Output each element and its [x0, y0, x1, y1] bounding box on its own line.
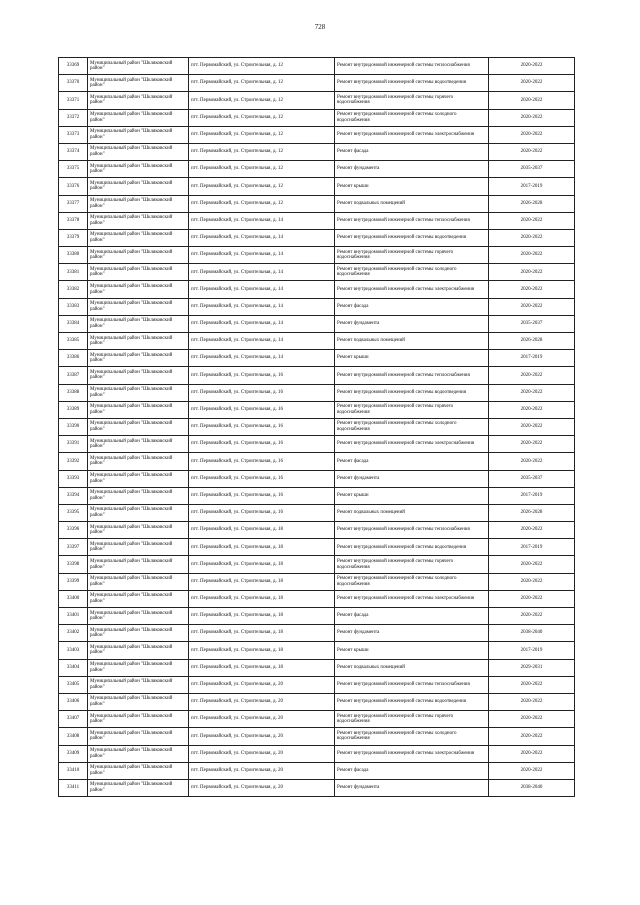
period-cell: 2020-2022 [489, 590, 575, 607]
work-type-cell: Ремонт внутридомовой инженерной системы электроснабжения [335, 126, 489, 143]
work-type-cell: Ремонт внутридомовой инженерной системы горячего водоснабжения [335, 92, 489, 109]
table-row [59, 350, 575, 367]
row-number-cell: 33390 [59, 418, 88, 435]
table-row [59, 178, 575, 195]
address-cell: пгт. Первомайский, ул. Строительная, д. 12 [189, 195, 335, 212]
table-row [59, 229, 575, 246]
table-row [59, 75, 575, 92]
table-row [59, 195, 575, 212]
period-cell: 2029-2031 [489, 659, 575, 676]
address-cell: пгт. Первомайский, ул. Строительная, д. 14 [189, 264, 335, 281]
work-type-cell: Ремонт внутридомовой инженерной системы теплоснабжения [335, 676, 489, 693]
work-type-cell: Ремонт внутридомовой инженерной системы электроснабжения [335, 436, 489, 453]
municipality-cell: Муниципальный район "Шкляковский район" [88, 229, 189, 246]
address-cell: пгт. Первомайский, ул. Строительная, д. 14 [189, 212, 335, 229]
period-cell: 2020-2022 [489, 418, 575, 435]
work-type-cell: Ремонт крыши [335, 487, 489, 504]
row-number-cell: 33380 [59, 247, 88, 264]
municipality-cell: Муниципальный район "Шкляковский район" [88, 281, 189, 298]
work-type-cell: Ремонт фундамента [335, 315, 489, 332]
address-cell: пгт. Первомайский, ул. Строительная, д. 18 [189, 556, 335, 573]
address-cell: пгт. Первомайский, ул. Строительная, д. 12 [189, 75, 335, 92]
address-cell: пгт. Первомайский, ул. Строительная, д. 14 [189, 298, 335, 315]
table-row [59, 247, 575, 264]
row-number-cell: 33400 [59, 590, 88, 607]
work-type-cell: Ремонт подвальных помещений [335, 659, 489, 676]
table-row [59, 728, 575, 745]
work-type-cell: Ремонт подвальных помещений [335, 333, 489, 350]
row-number-cell: 33389 [59, 401, 88, 418]
address-cell: пгт. Первомайский, ул. Строительная, д. 16 [189, 436, 335, 453]
address-cell: пгт. Первомайский, ул. Строительная, д. 12 [189, 109, 335, 126]
municipality-cell: Муниципальный район "Шкляковский район" [88, 728, 189, 745]
period-cell: 2020-2022 [489, 401, 575, 418]
table-row [59, 625, 575, 642]
table-row [59, 556, 575, 573]
work-type-cell: Ремонт фасада [335, 608, 489, 625]
period-cell: 2020-2022 [489, 126, 575, 143]
period-cell: 2020-2022 [489, 608, 575, 625]
address-cell: пгт. Первомайский, ул. Строительная, д. 14 [189, 315, 335, 332]
work-type-cell: Ремонт внутридомовой инженерной системы теплоснабжения [335, 367, 489, 384]
row-number-cell: 33371 [59, 92, 88, 109]
address-cell: пгт. Первомайский, ул. Строительная, д. 20 [189, 762, 335, 779]
address-cell: пгт. Первомайский, ул. Строительная, д. 16 [189, 401, 335, 418]
table-row [59, 418, 575, 435]
period-cell: 2020-2022 [489, 384, 575, 401]
municipality-cell: Муниципальный район "Шкляковский район" [88, 143, 189, 160]
table-row [59, 522, 575, 539]
period-cell: 2020-2022 [489, 745, 575, 762]
table-row [59, 298, 575, 315]
municipality-cell: Муниципальный район "Шкляковский район" [88, 264, 189, 281]
address-cell: пгт. Первомайский, ул. Строительная, д. 14 [189, 281, 335, 298]
work-type-cell: Ремонт внутридомовой инженерной системы холодного водоснабжения [335, 418, 489, 435]
municipality-cell: Муниципальный район "Шкляковский район" [88, 642, 189, 659]
municipality-cell: Муниципальный район "Шкляковский район" [88, 126, 189, 143]
work-type-cell: Ремонт внутридомовой инженерной системы холодного водоснабжения [335, 728, 489, 745]
table-row [59, 762, 575, 779]
address-cell: пгт. Первомайский, ул. Строительная, д. 12 [189, 161, 335, 178]
row-number-cell: 33382 [59, 281, 88, 298]
period-cell: 2020-2022 [489, 367, 575, 384]
municipality-cell: Муниципальный район "Шкляковский район" [88, 659, 189, 676]
row-number-cell: 33410 [59, 762, 88, 779]
row-number-cell: 33372 [59, 109, 88, 126]
municipality-cell: Муниципальный район "Шкляковский район" [88, 470, 189, 487]
row-number-cell: 33379 [59, 229, 88, 246]
row-number-cell: 33375 [59, 161, 88, 178]
table-row [59, 401, 575, 418]
address-cell: пгт. Первомайский, ул. Строительная, д. 16 [189, 487, 335, 504]
row-number-cell: 33407 [59, 711, 88, 728]
period-cell: 2017-2019 [489, 350, 575, 367]
table-row [59, 58, 575, 75]
period-cell: 2017-2019 [489, 539, 575, 556]
table-row [59, 109, 575, 126]
table-row [59, 453, 575, 470]
address-cell: пгт. Первомайский, ул. Строительная, д. 12 [189, 143, 335, 160]
table-row [59, 693, 575, 710]
address-cell: пгт. Первомайский, ул. Строительная, д. 20 [189, 745, 335, 762]
work-type-cell: Ремонт внутридомовой инженерной системы электроснабжения [335, 745, 489, 762]
work-type-cell: Ремонт фасада [335, 762, 489, 779]
address-cell: пгт. Первомайский, ул. Строительная, д. 18 [189, 522, 335, 539]
municipality-cell: Муниципальный район "Шкляковский район" [88, 75, 189, 92]
table-row [59, 779, 575, 796]
period-cell: 2020-2022 [489, 264, 575, 281]
period-cell: 2038-2040 [489, 779, 575, 796]
address-cell: пгт. Первомайский, ул. Строительная, д. 18 [189, 608, 335, 625]
table-row [59, 161, 575, 178]
municipality-cell: Муниципальный район "Шкляковский район" [88, 178, 189, 195]
address-cell: пгт. Первомайский, ул. Строительная, д. 18 [189, 590, 335, 607]
address-cell: пгт. Первомайский, ул. Строительная, д. 20 [189, 728, 335, 745]
row-number-cell: 33387 [59, 367, 88, 384]
row-number-cell: 33411 [59, 779, 88, 796]
table-row [59, 333, 575, 350]
row-number-cell: 33409 [59, 745, 88, 762]
row-number-cell: 33377 [59, 195, 88, 212]
work-type-cell: Ремонт фундамента [335, 779, 489, 796]
table-row [59, 143, 575, 160]
period-cell: 2020-2022 [489, 676, 575, 693]
table-row [59, 367, 575, 384]
work-type-cell: Ремонт фундамента [335, 470, 489, 487]
work-type-cell: Ремонт крыши [335, 642, 489, 659]
address-cell: пгт. Первомайский, ул. Строительная, д. 20 [189, 711, 335, 728]
table-row [59, 711, 575, 728]
table-row [59, 126, 575, 143]
row-number-cell: 33408 [59, 728, 88, 745]
address-cell: пгт. Первомайский, ул. Строительная, д. 14 [189, 229, 335, 246]
registry-table [58, 57, 575, 797]
municipality-cell: Муниципальный район "Шкляковский район" [88, 298, 189, 315]
period-cell: 2017-2019 [489, 178, 575, 195]
work-type-cell: Ремонт внутридомовой инженерной системы горячего водоснабжения [335, 247, 489, 264]
table-row [59, 504, 575, 521]
table-row [59, 436, 575, 453]
period-cell: 2020-2022 [489, 522, 575, 539]
period-cell: 2020-2022 [489, 75, 575, 92]
row-number-cell: 33391 [59, 436, 88, 453]
period-cell: 2020-2022 [489, 711, 575, 728]
row-number-cell: 33388 [59, 384, 88, 401]
work-type-cell: Ремонт крыши [335, 350, 489, 367]
address-cell: пгт. Первомайский, ул. Строительная, д. 18 [189, 625, 335, 642]
work-type-cell: Ремонт внутридомовой инженерной системы водоотведения [335, 539, 489, 556]
row-number-cell: 33383 [59, 298, 88, 315]
table-row [59, 281, 575, 298]
row-number-cell: 33397 [59, 539, 88, 556]
address-cell: пгт. Первомайский, ул. Строительная, д. 16 [189, 470, 335, 487]
period-cell: 2020-2022 [489, 92, 575, 109]
work-type-cell: Ремонт внутридомовой инженерной системы холодного водоснабжения [335, 109, 489, 126]
work-type-cell: Ремонт внутридомовой инженерной системы горячего водоснабжения [335, 556, 489, 573]
work-type-cell: Ремонт внутридомовой инженерной системы электроснабжения [335, 590, 489, 607]
work-type-cell: Ремонт внутридомовой инженерной системы водоотведения [335, 75, 489, 92]
row-number-cell: 33385 [59, 333, 88, 350]
work-type-cell: Ремонт крыши [335, 178, 489, 195]
municipality-cell: Муниципальный район "Шкляковский район" [88, 504, 189, 521]
municipality-cell: Муниципальный район "Шкляковский район" [88, 315, 189, 332]
period-cell: 2020-2022 [489, 212, 575, 229]
municipality-cell: Муниципальный район "Шкляковский район" [88, 58, 189, 75]
row-number-cell: 33401 [59, 608, 88, 625]
municipality-cell: Муниципальный район "Шкляковский район" [88, 745, 189, 762]
table-row [59, 590, 575, 607]
period-cell: 2020-2022 [489, 143, 575, 160]
table-row [59, 659, 575, 676]
row-number-cell: 33386 [59, 350, 88, 367]
municipality-cell: Муниципальный район "Шкляковский район" [88, 92, 189, 109]
address-cell: пгт. Первомайский, ул. Строительная, д. 18 [189, 573, 335, 590]
period-cell: 2020-2022 [489, 453, 575, 470]
municipality-cell: Муниципальный район "Шкляковский район" [88, 625, 189, 642]
table-row [59, 92, 575, 109]
table-row [59, 745, 575, 762]
address-cell: пгт. Первомайский, ул. Строительная, д. 18 [189, 642, 335, 659]
address-cell: пгт. Первомайский, ул. Строительная, д. 16 [189, 384, 335, 401]
row-number-cell: 33378 [59, 212, 88, 229]
table-row [59, 573, 575, 590]
registry-table-body [59, 58, 575, 797]
table-row [59, 676, 575, 693]
work-type-cell: Ремонт внутридомовой инженерной системы холодного водоснабжения [335, 264, 489, 281]
municipality-cell: Муниципальный район "Шкляковский район" [88, 693, 189, 710]
period-cell: 2017-2019 [489, 487, 575, 504]
municipality-cell: Муниципальный район "Шкляковский район" [88, 195, 189, 212]
period-cell: 2020-2022 [489, 109, 575, 126]
row-number-cell: 33402 [59, 625, 88, 642]
row-number-cell: 33370 [59, 75, 88, 92]
row-number-cell: 33373 [59, 126, 88, 143]
work-type-cell: Ремонт подвальных помещений [335, 504, 489, 521]
page-number: 728 [314, 23, 326, 31]
municipality-cell: Муниципальный район "Шкляковский район" [88, 711, 189, 728]
row-number-cell: 33381 [59, 264, 88, 281]
address-cell: пгт. Первомайский, ул. Строительная, д. 14 [189, 333, 335, 350]
row-number-cell: 33404 [59, 659, 88, 676]
period-cell: 2020-2022 [489, 693, 575, 710]
municipality-cell: Муниципальный район "Шкляковский район" [88, 109, 189, 126]
row-number-cell: 33399 [59, 573, 88, 590]
row-number-cell: 33369 [59, 58, 88, 75]
table-row [59, 212, 575, 229]
row-number-cell: 33393 [59, 470, 88, 487]
municipality-cell: Муниципальный район "Шкляковский район" [88, 401, 189, 418]
period-cell: 2038-2040 [489, 625, 575, 642]
row-number-cell: 33376 [59, 178, 88, 195]
municipality-cell: Муниципальный район "Шкляковский район" [88, 762, 189, 779]
work-type-cell: Ремонт фундамента [335, 625, 489, 642]
period-cell: 2020-2022 [489, 762, 575, 779]
work-type-cell: Ремонт внутридомовой инженерной системы водоотведения [335, 693, 489, 710]
row-number-cell: 33405 [59, 676, 88, 693]
period-cell: 2020-2022 [489, 573, 575, 590]
work-type-cell: Ремонт внутридомовой инженерной системы теплоснабжения [335, 522, 489, 539]
municipality-cell: Муниципальный район "Шкляковский район" [88, 573, 189, 590]
municipality-cell: Муниципальный район "Шкляковский район" [88, 590, 189, 607]
work-type-cell: Ремонт внутридомовой инженерной системы электроснабжения [335, 281, 489, 298]
address-cell: пгт. Первомайский, ул. Строительная, д. 20 [189, 779, 335, 796]
work-type-cell: Ремонт внутридомовой инженерной системы теплоснабжения [335, 212, 489, 229]
row-number-cell: 33395 [59, 504, 88, 521]
municipality-cell: Муниципальный район "Шкляковский район" [88, 367, 189, 384]
period-cell: 2035-2037 [489, 161, 575, 178]
municipality-cell: Муниципальный район "Шкляковский район" [88, 436, 189, 453]
address-cell: пгт. Первомайский, ул. Строительная, д. 18 [189, 659, 335, 676]
row-number-cell: 33392 [59, 453, 88, 470]
municipality-cell: Муниципальный район "Шкляковский район" [88, 608, 189, 625]
work-type-cell: Ремонт подвальных помещений [335, 195, 489, 212]
period-cell: 2026-2028 [489, 195, 575, 212]
table-row [59, 642, 575, 659]
period-cell: 2035-2037 [489, 315, 575, 332]
period-cell: 2017-2019 [489, 642, 575, 659]
municipality-cell: Муниципальный район "Шкляковский район" [88, 779, 189, 796]
work-type-cell: Ремонт фундамента [335, 161, 489, 178]
municipality-cell: Муниципальный район "Шкляковский район" [88, 333, 189, 350]
period-cell: 2020-2022 [489, 281, 575, 298]
table-row [59, 487, 575, 504]
address-cell: пгт. Первомайский, ул. Строительная, д. 16 [189, 453, 335, 470]
table-row [59, 608, 575, 625]
work-type-cell: Ремонт фасада [335, 143, 489, 160]
period-cell: 2035-2037 [489, 470, 575, 487]
address-cell: пгт. Первомайский, ул. Строительная, д. 12 [189, 92, 335, 109]
period-cell: 2020-2022 [489, 58, 575, 75]
row-number-cell: 33384 [59, 315, 88, 332]
period-cell: 2020-2022 [489, 728, 575, 745]
municipality-cell: Муниципальный район "Шкляковский район" [88, 453, 189, 470]
work-type-cell: Ремонт фасада [335, 453, 489, 470]
work-type-cell: Ремонт внутридомовой инженерной системы теплоснабжения [335, 58, 489, 75]
municipality-cell: Муниципальный район "Шкляковский район" [88, 212, 189, 229]
row-number-cell: 33403 [59, 642, 88, 659]
table-row [59, 264, 575, 281]
municipality-cell: Муниципальный район "Шкляковский район" [88, 522, 189, 539]
address-cell: пгт. Первомайский, ул. Строительная, д. 16 [189, 367, 335, 384]
work-type-cell: Ремонт фасада [335, 298, 489, 315]
table-row [59, 470, 575, 487]
address-cell: пгт. Первомайский, ул. Строительная, д. 16 [189, 504, 335, 521]
row-number-cell: 33406 [59, 693, 88, 710]
period-cell: 2026-2028 [489, 333, 575, 350]
work-type-cell: Ремонт внутридомовой инженерной системы водоотведения [335, 229, 489, 246]
municipality-cell: Муниципальный район "Шкляковский район" [88, 556, 189, 573]
period-cell: 2020-2022 [489, 556, 575, 573]
table-row [59, 384, 575, 401]
municipality-cell: Муниципальный район "Шкляковский район" [88, 676, 189, 693]
address-cell: пгт. Первомайский, ул. Строительная, д. 20 [189, 676, 335, 693]
municipality-cell: Муниципальный район "Шкляковский район" [88, 247, 189, 264]
work-type-cell: Ремонт внутридомовой инженерной системы водоотведения [335, 384, 489, 401]
address-cell: пгт. Первомайский, ул. Строительная, д. 14 [189, 247, 335, 264]
work-type-cell: Ремонт внутридомовой инженерной системы горячего водоснабжения [335, 401, 489, 418]
row-number-cell: 33394 [59, 487, 88, 504]
municipality-cell: Муниципальный район "Шкляковский район" [88, 161, 189, 178]
table-row [59, 315, 575, 332]
municipality-cell: Муниципальный район "Шкляковский район" [88, 539, 189, 556]
table-row [59, 539, 575, 556]
address-cell: пгт. Первомайский, ул. Строительная, д. 12 [189, 126, 335, 143]
period-cell: 2020-2022 [489, 298, 575, 315]
period-cell: 2020-2022 [489, 247, 575, 264]
address-cell: пгт. Первомайский, ул. Строительная, д. 16 [189, 418, 335, 435]
work-type-cell: Ремонт внутридомовой инженерной системы горячего водоснабжения [335, 711, 489, 728]
row-number-cell: 33396 [59, 522, 88, 539]
municipality-cell: Муниципальный район "Шкляковский район" [88, 418, 189, 435]
period-cell: 2020-2022 [489, 229, 575, 246]
period-cell: 2026-2028 [489, 504, 575, 521]
municipality-cell: Муниципальный район "Шкляковский район" [88, 487, 189, 504]
period-cell: 2020-2022 [489, 436, 575, 453]
work-type-cell: Ремонт внутридомовой инженерной системы холодного водоснабжения [335, 573, 489, 590]
address-cell: пгт. Первомайский, ул. Строительная, д. 18 [189, 539, 335, 556]
municipality-cell: Муниципальный район "Шкляковский район" [88, 350, 189, 367]
address-cell: пгт. Первомайский, ул. Строительная, д. 14 [189, 350, 335, 367]
row-number-cell: 33398 [59, 556, 88, 573]
address-cell: пгт. Первомайский, ул. Строительная, д. 12 [189, 58, 335, 75]
address-cell: пгт. Первомайский, ул. Строительная, д. 12 [189, 178, 335, 195]
row-number-cell: 33374 [59, 143, 88, 160]
municipality-cell: Муниципальный район "Шкляковский район" [88, 384, 189, 401]
address-cell: пгт. Первомайский, ул. Строительная, д. 20 [189, 693, 335, 710]
